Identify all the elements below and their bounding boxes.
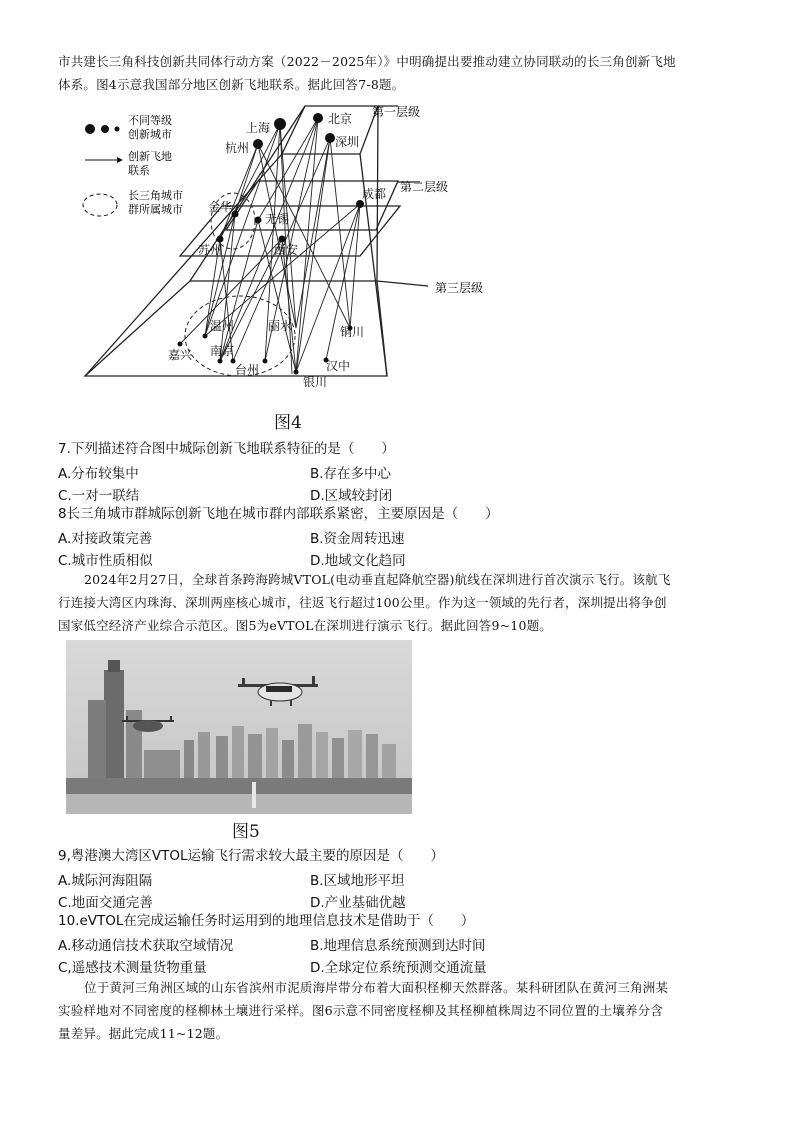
q10-option-c[interactable]: C,遥感技术测量货物重量 [58, 960, 207, 976]
q8-option-a[interactable]: A.对接政策完善 [58, 531, 153, 547]
question-9-stem: 9,粤港澳大湾区VTOL运输飞行需求较大最主要的原因是（ ） [58, 848, 445, 864]
city-label-hangzhou: 杭州 [225, 141, 250, 155]
city-label-wuxi: 无锡 [265, 212, 290, 226]
legend [83, 114, 183, 216]
figure-4-caption: 图4 [274, 413, 302, 433]
figure-4-diagram [60, 96, 510, 406]
city-label-xian: 西安 [274, 243, 299, 257]
intro-line: 体系。图4示意我国部分地区创新飞地联系。据此回答7-8题。 [58, 77, 405, 92]
legend-cities-label: 不同等级 [128, 114, 172, 127]
city-label-beijing: 北京 [328, 112, 353, 126]
city-label-hanzhong: 汉中 [326, 359, 351, 373]
city-label-chengdu: 成都 [362, 187, 387, 201]
city-label-jinhua: 金华 [208, 200, 233, 214]
city-label-tongchuan: 铜川 [340, 325, 365, 339]
legend-group-label: 群所属城市 [128, 203, 183, 216]
legend-group-label: 长三角城市 [128, 189, 183, 202]
intro-line: 市共建长三角科技创新共同体行动方案（2022－2025年）》中明确提出要推动建立协同联动的长三角创新飞地 [58, 54, 676, 69]
passage-tamarisk [58, 976, 748, 1045]
passage-line: 2024年2月27日，全球首条跨海跨城VTOL(电动垂直起降航空器)航线在深圳进行首次演示飞行。该航飞 [84, 572, 671, 587]
city-label-nanjing: 南京 [210, 344, 235, 358]
q9-option-c[interactable]: C.地面交通完善 [58, 895, 153, 911]
q7-option-a[interactable]: A.分布较集中 [58, 466, 139, 482]
city-label-wenzhou: 温州 [210, 319, 235, 333]
q9-option-a[interactable]: A.城际河海阻隔 [58, 873, 153, 889]
city-label-jiaxing: 嘉兴 [168, 348, 193, 362]
level-3-label: 第三层级 [435, 281, 484, 295]
figure-5-photo [66, 640, 412, 814]
intro-paragraph [58, 50, 748, 96]
city-label-shenzhen: 深圳 [335, 135, 360, 149]
passage-line: 位于黄河三角洲区域的山东省滨州市泥质海岸带分布着大面积柽柳天然群落。某科研团队在黄河三角洲某 [84, 980, 669, 995]
passage-line: 行连接大湾区内珠海、深圳两座核心城市，往返飞行超过100公里。作为这一领域的先行者，深圳提出将争创 [58, 595, 667, 610]
city-label-shanghai: 上海 [246, 121, 271, 135]
q8-option-b[interactable]: B.资金周转迅速 [310, 531, 405, 547]
q8-option-d[interactable]: D.地域文化趋同 [310, 553, 406, 569]
q7-option-d[interactable]: D.区域较封闭 [310, 488, 393, 504]
city-label-lishui: 丽水 [268, 319, 293, 333]
legend-link-label: 联系 [128, 164, 150, 177]
level-1-label: 第一层级 [372, 105, 421, 119]
q7-option-b[interactable]: B.存在多中心 [310, 466, 392, 482]
q10-option-b[interactable]: B.地理信息系统预测到达时间 [310, 938, 486, 954]
q10-option-a[interactable]: A.移动通信技术获取空域情况 [58, 938, 234, 954]
figure-5-caption: 图5 [232, 822, 260, 842]
legend-link-label: 创新飞地 [128, 150, 172, 163]
question-8-stem: 8长三角城市群城际创新飞地在城市群内部联系紧密，主要原因是（ ） [58, 506, 499, 522]
passage-line: 量差异。据此完成11~12题。 [58, 1026, 229, 1041]
q9-option-d[interactable]: D.产业基础优越 [310, 895, 406, 911]
q9-option-b[interactable]: B.区域地形平坦 [310, 873, 405, 889]
question-10-stem: 10.eVTOL在完成运输任务时运用到的地理信息技术是借助于（ ） [58, 913, 475, 929]
passage-line: 实验样地对不同密度的柽柳林土壤进行采样。图6示意不同密度柽柳及其柽柳植株周边不同位置的土壤养分含 [58, 1003, 664, 1018]
q7-option-c[interactable]: C.一对一联结 [58, 488, 140, 504]
city-label-taizhou: 台州 [235, 363, 260, 377]
passage-vtol [58, 568, 748, 637]
q8-option-c[interactable]: C.城市性质相似 [58, 553, 153, 569]
city-label-suzhou: 苏州 [198, 243, 223, 257]
q10-option-d[interactable]: D.全球定位系统预测交通流量 [310, 960, 487, 976]
legend-cities-label: 创新城市 [128, 128, 172, 141]
passage-line: 国家低空经济产业综合示范区。图5为eVTOL在深圳进行演示飞行。据此回答9~10题。 [58, 618, 552, 633]
question-7-stem: 7.下列描述符合图中城际创新飞地联系特征的是（ ） [58, 441, 395, 457]
city-label-yinchuan: 银川 [303, 375, 328, 389]
level-2-label: 第二层级 [400, 180, 449, 194]
